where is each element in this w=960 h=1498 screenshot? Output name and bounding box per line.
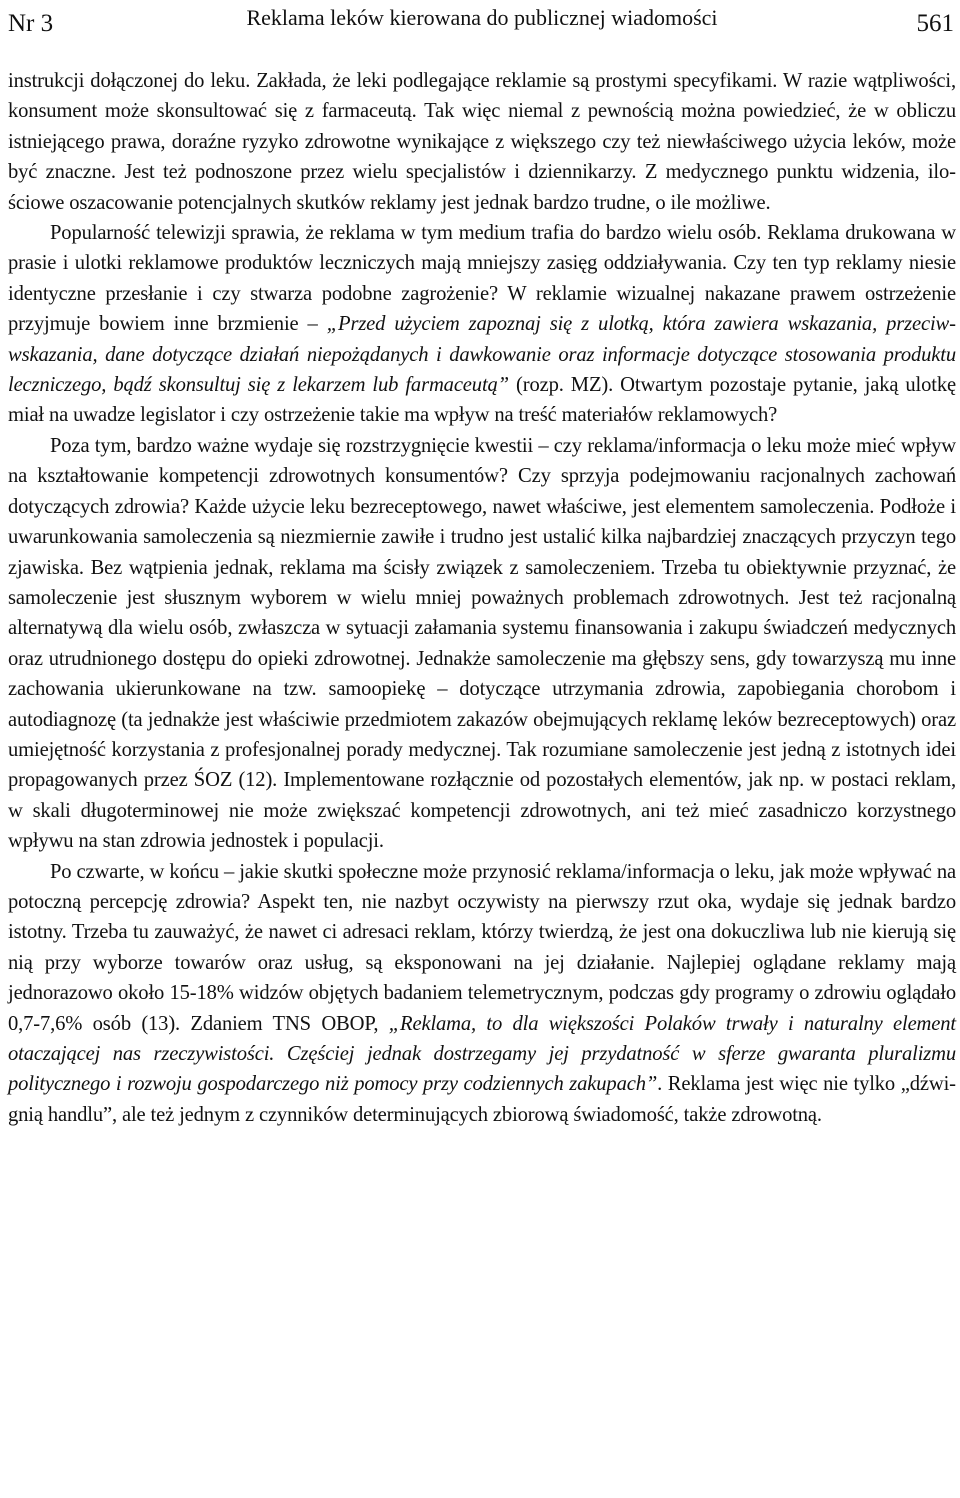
paragraph-4-text-b: . Reklama jest więc nie tylko „dźwignią handlu”, ale też jednym z czynników determinujących zbiorową świadomość, także zdrowotną. [8,1073,957,1126]
document-page [8,0,956,1130]
paragraph-2-quote: „Przed użyciem zapoznaj się z ulotką, która zawiera wskazania, przeciwwskazania, dane dotyczące działań niepożądanych i dawkowanie oraz informacje dotyczące stosowania produktu leczniczego, bądź skonsultuj się z lekarzem lub farmaceutą” [8,313,956,397]
running-title: Reklama leków kierowana do publicznej wiadomości [246,5,718,30]
paragraph-2-text-a: Popularność telewizji sprawia, że reklama w tym medium trafia do bardzo wielu osób. Reklama drukowana w prasie i ulotki reklamowe produktów leczniczych mają mniejszy zasięg oddziaływania. Czy ten typ reklamy niesie identyczne przesłanie i czy stwarza podobne zagrożenie? W reklamie wizualnej nakazane prawem ostrzeżenie przyjmuje bowiem inne brzmienie – [8,222,956,336]
paragraph-1: instrukcji dołączonej do leku. Zakłada, że leki podlegające reklamie są prostymi specyfikami. W razie wątpliwości, konsument może skonsultować się z farmaceutą. Tak więc niemal z pewnością można powiedzieć, że w obliczu istniejącego prawa, doraźne ryzyko zdrowotne wynikające z większego czy też niewłaściwego użycia leków, może być znaczne. Jest też podnoszone przez wielu specjalistów i dziennikarzy. Z medycznego punktu widzenia, ilościowe oszacowanie potencjalnych skutków reklamy jest jednak bardzo trudne, o ile możliwe. [8,70,956,214]
paragraph-4-text-a: Po czwarte, w końcu – jakie skutki społeczne może przynosić reklama/informacja o leku, jak może wpływać na potoczną percepcję zdrowia? Aspekt ten, nie nazbyt oczywisty na pierwszy rzut oka, wydaje się jednak bardzo istotny. Trzeba tu zauważyć, że nawet ci adresaci reklam, którzy twierdzą, że jest ona dokuczliwa lub nie kierują się nią przy wyborze towarów oraz usług, są eksponowani na jej działanie. Najlepiej oglądane reklamy mają jednorazowo około 15-18% widzów objętych badaniem telemetrycznym, podczas gdy programy o zdrowiu oglądało 0,7-7,6% osób (13). Zdaniem TNS OBOP, [8,860,956,1035]
paragraph-2-text-b: (rozp. MZ). Otwartym pozostaje pytanie, jaką ulotkę miał na uwadze legislator i czy ostrzeżenie takie ma wpływ na treść materiałów reklamowych? [8,374,956,427]
issue-number: Nr 3 [8,10,54,37]
paragraph-3: Poza tym, bardzo ważne wydaje się rozstrzygnięcie kwestii – czy reklama/informacja o leku może mieć wpływ na kształtowanie kompetencji zdrowotnych konsumentów? Czy sprzyja podejmowaniu racjonalnych zachowań dotyczących zdrowia? Każde użycie leku bezreceptowego, nawet właściwe, jest elementem samoleczenia. Podłoże i uwarunkowania samoleczenia są niezmiernie zawiłe i trudno jest ustalić kilka najbardziej znaczących przyczyn tego zjawiska. Bez wątpienia jednak, reklama ma ścisły związek z samoleczeniem. Trzeba tu obiektywnie przyznać, że samoleczenie jest słusznym wyborem w wielu mniej poważnych problemach zdrowotnych. Jest też racjonalną alternatywą dla wielu osób, zwłaszcza w sytuacji załamania systemu finansowania i zakupu świadczeń medycznych oraz utrudnionego dostępu do opieki zdrowotnej. Jednakże samoleczenie ma głębszy sens, gdy towarzyszą mu inne zachowania ukierunkowane na tzw. samoopiekę – dotyczące utrzymania zdrowia, zapobiegania chorobom i autodiagnozę (ta jednakże jest właściwie przedmiotem zakazów obejmujących reklamę leków bezreceptowych) oraz umiejętność korzystania z profesjonalnej porady medycznej. Tak rozumiane samoleczenie jest jedną z istotnych idei propagowanych przez ŚOZ (12). Implementowane rozłącznie od pozostałych elementów, jak np. w postaci reklam, w skali długoterminowej nie może zwiększać kompetencji zdrowotnych, ani też mieć zasadniczo korzystnego wpływu na stan zdrowia jednostek i populacji. [8,434,956,853]
page-header [8,0,956,66]
paragraph-2 [8,218,956,431]
paragraph-4 [8,857,956,1131]
article-body [8,66,956,1130]
page-number: 561 [916,10,954,37]
paragraph-4-quote: „Reklama, to dla większości Polaków trwały i naturalny element otaczającej nas rzeczywistości. Częściej jednak dostrzegamy jej przydatność w sferze gwaranta pluralizmu politycznego i rozwoju gospodarczego niż pomocy przy codziennych zakupach” [8,1012,956,1096]
